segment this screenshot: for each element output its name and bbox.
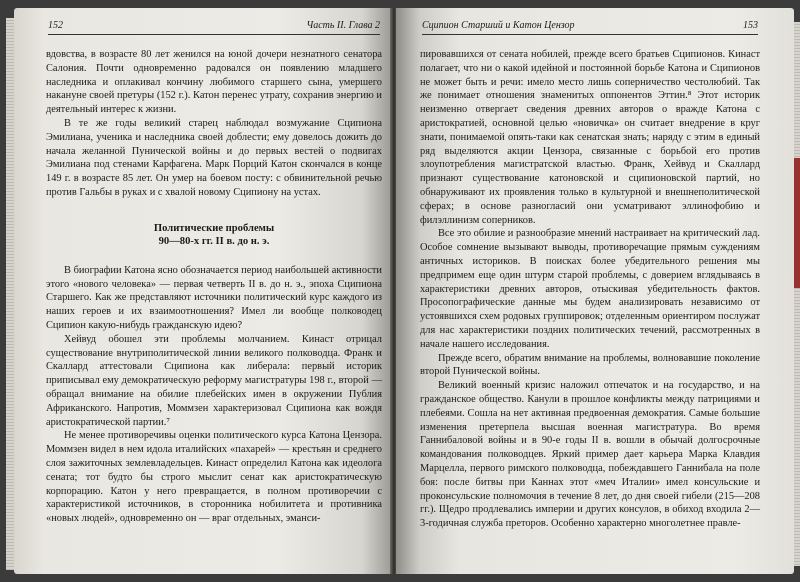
running-head-right xyxy=(422,20,758,35)
bookmark-ribbon xyxy=(794,158,800,288)
paragraph: Не менее противоречивы оценки политического курса Катона Цензора. Моммзен видел в нем идола италийских «пахарей» — крестьян и среднего слоя зажиточных землевладельцев. Кинаст определил Катона как идеолога сената; тот будто бы строго мыслит сенат как аристократическую корпорацию. Катон у него превращается, в полном противоречии с характеристикой источников, в сторонника нобилитета и противника «новых людей», одновременно он — враг отдельных, эманси- xyxy=(46,430,382,525)
right-page xyxy=(396,8,794,574)
left-page xyxy=(14,8,392,574)
paragraph: Все это обилие и разнообразие мнений настраивает на критический лад. Особое сомнение вызывают выводы, противоречащие прямым суждениям античных историков. В поисках более убедительного решения мы предпримем еще один штурм старой проблемы, с доверием вглядываясь в характеристики древних авторов, отыскивая убедительность фактов. Просопографические данные мы будем анализировать независимо от устоявшихся схем родовых группировок; отделенным ориентиром послужат для нас характеристики поздних политических течений, рассмотренных в начале нашего исследования. xyxy=(420,228,760,350)
page-edges-left xyxy=(6,18,14,570)
running-head-title-left: Часть II. Глава 2 xyxy=(306,20,380,31)
section-heading-line1: Политические проблемы xyxy=(153,222,275,234)
paragraph: В биографии Катона ясно обозначается период наибольшей активности этого «нового человека» — первая четверть II в. до н. э., эпоха Сципиона Старшего. Как же представляют источники политический курс каждого из наших героев и их взаимоотношения? Имел ли вообще полководец Сципион какую-нибудь гражданскую идею? xyxy=(46,264,382,331)
page-number-left: 152 xyxy=(48,20,63,31)
page-edges-right xyxy=(794,22,800,566)
paragraph: вдовства, в возрасте 80 лет женился на юной дочери незнатного сенатора Салония. Почти одновременно радовался он появлению младшего наследника и оплакивал кончину любимого старшего сына, умершего накануне своей претуры (152 г.). Катон перенес утрату, сохранив энергию и деятельный интерес к жизни. xyxy=(46,49,382,116)
running-head-left xyxy=(48,20,380,35)
paragraph: Прежде всего, обратим внимание на проблемы, волновавшие поколение второй Пунической войны. xyxy=(420,352,760,378)
section-heading xyxy=(46,222,382,248)
paragraph: пировавшихся от сената нобилей, прежде всего братьев Сципионов. Кинаст полагает, что ни о какой идейной и постоянной борьбе Катона и Сципионов не может быть и речи: имело место лишь соперничество честолюбий. Так же понимает отношения знаменитых оппонентов Эттин.⁸ Этот историк неизменно отвергает сведения древних авторов о вражде Катона с аристократией, основной целью «новичка» он считает внедрение в круг знати, понимаемой опять-таки как сенатская знать; наряду с этим в единый ряд выделяются акции Цензора, связанные с борьбой его против злоупотребления магистратской властью. Франк, Хейвуд и Скаллард признают существование катоновской и сципионовской партий, но обнаруживают их проявления только в культурной и внешнеполитической сферах; в основе разногласий они усматривают эллинофобию и филэллинизм соперников. xyxy=(420,49,760,226)
running-head-title-right: Сципион Старший и Катон Цензор xyxy=(422,20,575,31)
paragraph: Хейвуд обошел эти проблемы молчанием. Кинаст отрицал существование внутриполитической линии великого полководца. Франк и Скаллард аттестовали Сципиона как либерала: первый историк приписывал ему демократическую реформу магистратуры 198 г., второй — обращал внимание на обилие плебейских имен в окружении Публия Африканского. Напротив, Моммзен характеризовал Сципиона как вождя аристократической партии.⁷ xyxy=(46,333,382,428)
paragraph: Великий военный кризис наложил отпечаток и на государство, и на гражданское общество. Канули в прошлое конфликты между патрициями и плебеями. Сошла на нет активная предвоенная демократия. Самые большие изменения претерпела высшая военная магистратура. Во время Ганнибаловой войны и в 90-е годы II в. вошли в обычай долгосрочные командования полководцев. Яркий пример дает карьера Марка Клавдия Марцелла, первого римского полководца, побеждавшего Ганнибала на поле боя: после битвы при Каннах этот «меч Италии» имел консульские и проконсульские полномочия в течение 8 лет, до дня своей гибели (215—208 гг.). Щедро продлевались империи и других консулов, в обиход входила 2—3-годичная служба преторов. Особенно характерно многолетнее правле- xyxy=(420,380,760,530)
open-book xyxy=(14,8,794,574)
section-heading-line2: 90—80-х гг. II в. до н. э. xyxy=(158,235,270,247)
page-number-right: 153 xyxy=(743,20,758,31)
paragraph: В те же годы великий старец наблюдал возмужание Сципиона Эмилиана, ученика и наследника своей доблести; ему довелось дожить до начала желанной Пунической войны и до первых вестей о подвигах Эмилиана под стенами Карфагена. Марк Порций Катон скончался в конце 149 г. в возрасте 85 лет. Он умер на боевом посту: с обвинительной речью против Гальбы в руках и с хвалой новому Сципиону на устах. xyxy=(46,117,382,198)
